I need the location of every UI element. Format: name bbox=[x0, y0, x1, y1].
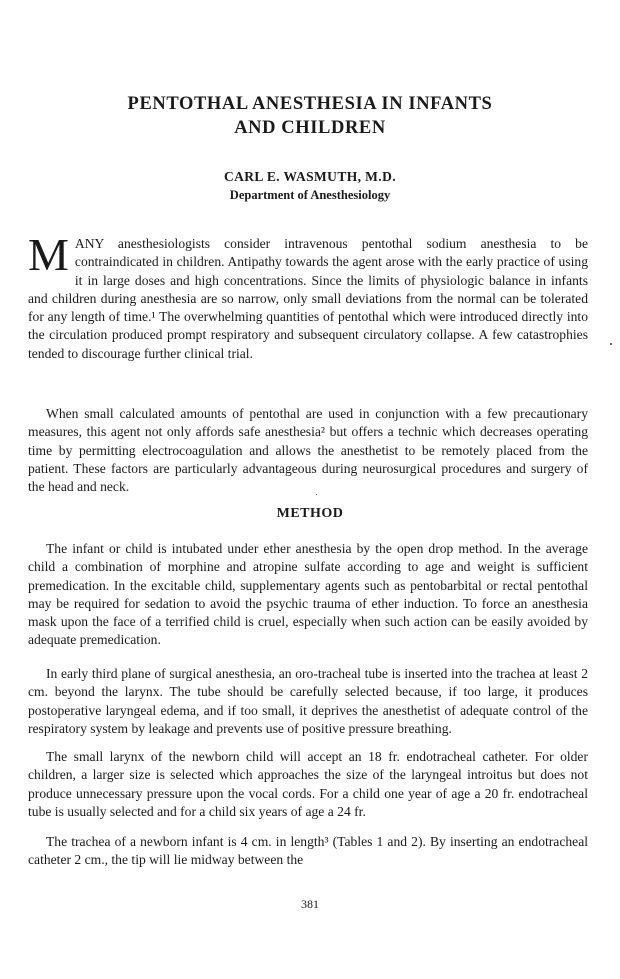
author-name: CARL E. WASMUTH, M.D. bbox=[223, 169, 397, 184]
intro-paragraph-2 bbox=[28, 405, 588, 496]
article-title-line2: AND CHILDREN bbox=[234, 118, 386, 138]
method-paragraph-3 bbox=[28, 748, 588, 821]
drop-cap: M bbox=[28, 229, 69, 280]
intro-paragraph-1 bbox=[28, 229, 588, 363]
author-department: Department of Anesthesiology bbox=[229, 188, 391, 202]
method-paragraph-1-text: The infant or child is intubated under ether anesthesia by the open drop method. In the average child a combination of morphine and atropine sulfate according to age and weight is sufficient premedication. In the excitable child, supplementary agents such as pentobarbital or rectal pentothal may be required for sedation to avoid the psychic trauma of ether induction. To force an anesthesia mask upon the face of a terrified child is cruel, especially when such action can be easily avoided by adequate premedication. bbox=[28, 541, 588, 648]
method-paragraph-4 bbox=[28, 833, 588, 870]
intro-paragraph-1-text: ANY anesthesiologists consider intravenous pentothal sodium anesthesia to be contraindicated in children. Antipathy towards the agent arose with the early practice of using it in large doses and high concentrations. Since the limits of physiologic balance in infants and children during anesthesia are so narrow, only small deviations from the normal can be tolerated for any length of time.¹ The overwhelming quantities of pentothal which were introduced directly into the circulation produced prompt respiratory and subsequent circulatory collapse. A few catastrophies tended to discourage further clinical trial. bbox=[28, 236, 588, 361]
method-paragraph-1 bbox=[28, 540, 588, 650]
scan-speck bbox=[316, 494, 317, 495]
method-paragraph-2-text: In early third plane of surgical anesthesia, an oro-tracheal tube is inserted into the trachea at least 2 cm. beyond the larynx. The tube should be carefully selected because, if too large, it produces postoperative laryngeal edema, and if too small, it deprives the anesthetist of adequate control of the respiratory system by leakage and prevents use of positive pressure breathing. bbox=[28, 666, 588, 736]
method-paragraph-2 bbox=[28, 665, 588, 738]
method-paragraph-3-text: The small larynx of the newborn child will accept an 18 fr. endotracheal catheter. For older children, a larger size is selected which approaches the size of the laryngeal introitus but does not produce unnecessary pressure upon the vocal cords. For a child one year of age a 20 fr. endotracheal tube is usually selected and for a child six years of age a 24 fr. bbox=[28, 749, 588, 819]
intro-paragraph-2-text: When small calculated amounts of pentothal are used in conjunction with a few precautionary measures, this agent not only affords safe anesthesia² but offers a technic which decreases operating time by permitting electrocoagulation and allows the anesthetist to be remotely placed from the patient. These factors are particularly advantageous during neurosurgical procedures and surgery of the head and neck. bbox=[28, 406, 588, 494]
article-title-line1: PENTOTHAL ANESTHESIA IN INFANTS bbox=[127, 94, 493, 114]
method-paragraph-4-text: The trachea of a newborn infant is 4 cm. in length³ (Tables 1 and 2). By inserting an endotracheal catheter 2 cm., the tip will lie midway between the bbox=[28, 834, 588, 868]
page-number: 381 bbox=[301, 897, 319, 911]
section-heading-method: METHOD bbox=[276, 506, 344, 521]
scan-speck bbox=[610, 343, 612, 345]
